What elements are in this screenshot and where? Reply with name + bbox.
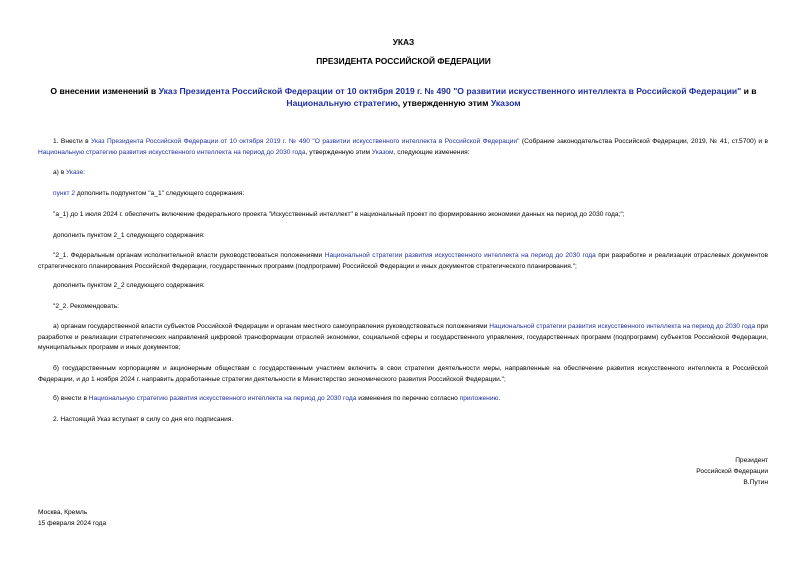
document-title (30, 85, 777, 109)
paragraph-4: "а_1) до 1 июля 2024 г. обеспечить включение федерального проекта "Искусственный интеллект" в национальный проект по формированию экономики данных на период до 2030 года;"; (53, 211, 625, 218)
paragraph-2 (53, 168, 85, 178)
signature-name: В.Путин (743, 479, 768, 486)
paragraph-8: "2_2. Рекомендовать: (53, 303, 120, 310)
p6-text-2: при разработке и реализации отраслевых документов стратегического планирования Российской Федерации, государственных программ (подпрограмм) Российской Федерации и иных документов стратегического планирования."; (38, 252, 768, 270)
p11-text-1: б) внести в (53, 395, 89, 402)
paragraph-9 (38, 322, 768, 354)
signature-country: Российской Федерации (696, 468, 768, 475)
p1-link-strategy[interactable]: Национальную стратегию развития искусственного интеллекта на период до 2030 года (38, 148, 306, 156)
doc-type-heading: УКАЗ (392, 37, 415, 47)
p1-text-2: (Собрание законодательства Российской Федерации, 2019, № 41, ст.5700) и в (519, 138, 768, 145)
paragraph-6 (38, 251, 768, 272)
p3-text-1: дополнить подпунктом "а_1" следующего содержания: (75, 190, 245, 197)
p3-link-item-2[interactable]: пункт 2 (53, 190, 75, 197)
signature-title: Президент (735, 457, 768, 464)
title-text-2: и в (741, 86, 757, 96)
p2-text-1: а) в (53, 169, 67, 176)
paragraph-3 (53, 189, 244, 199)
signing-date: 15 февраля 2024 года (38, 520, 107, 527)
p11-link-appendix[interactable]: приложению (459, 395, 499, 402)
title-text-1: О внесении изменений в (50, 86, 159, 96)
p6-text-1: "2_1. Федеральным органам исполнительной власти руководствоваться положениями (53, 252, 325, 259)
p9-text-2: при разработке и реализации стратегических направлений цифровой трансформации отраслей экономики, социальной сферы и государственного управления, государственных программ (подпрограмм) субъектов Российской Федерации, муниципальных программ и иных документов; (38, 323, 768, 351)
signing-place: Москва, Кремль (38, 509, 88, 516)
p9-link-strategy[interactable]: Национальной стратегии развития искусственного интеллекта на период до 2030 года (489, 323, 756, 330)
paragraph-10: б) государственным корпорациям и акционерным обществам с государственным участием включить в свои стратегии деятельности меры, направленные на обеспечение развития искусственного интеллекта в Российской Федерации, и до 1 ноября 2024 г. направить доработанные стратегии деятельности в Министерство экономического развития Российской Федерации."; (38, 365, 768, 383)
p6-link-strategy[interactable]: Национальной стратегии развития искусственного интеллекта на период до 2030 года (324, 252, 596, 259)
paragraph-12: 2. Настоящий Указ вступает в силу со дня его подписания. (53, 416, 234, 423)
p1-text-1: 1. Внести в (53, 138, 92, 145)
p1-link-decree[interactable]: Указ Президента Российской Федерации от 10 октября 2019 г. № 490 "О развитии искусственного интеллекта в Российской Федерации" (91, 138, 520, 145)
title-link-decree-short[interactable]: Указом (490, 98, 521, 108)
p2-link-decree[interactable]: Указе (66, 169, 84, 176)
issuer-heading: ПРЕЗИДЕНТА РОССИЙСКОЙ ФЕДЕРАЦИИ (316, 56, 491, 66)
paragraph-5: дополнить пунктом 2_1 следующего содержания: (53, 232, 205, 239)
title-link-decree[interactable]: Указ Президента Российской Федерации от 10 октября 2019 г. № 490 "О развитии искусственного интеллекта в Российской Федерации" (158, 86, 742, 96)
p9-text-1: а) органам государственной власти субъектов Российской Федерации и органам местного самоуправления руководствоваться положениями (53, 323, 490, 330)
paragraph-7: дополнить пунктом 2_2 следующего содержания: (53, 282, 205, 289)
p1-text-3: , утвержденную этим (305, 148, 372, 156)
paragraph-11 (53, 394, 500, 404)
p1-text-4: , следующие изменения: (393, 148, 470, 156)
p1-link-decree-short[interactable]: Указом (371, 148, 394, 156)
p11-text-2: изменения по перечню согласно (356, 395, 460, 402)
title-text-3: , утвержденную этим (397, 98, 491, 108)
p11-text-3: . (498, 395, 501, 402)
paragraph-1 (38, 137, 768, 158)
p11-link-strategy[interactable]: Национальную стратегию развития искусственного интеллекта на период до 2030 года (88, 395, 357, 402)
title-link-strategy[interactable]: Национальную стратегию (286, 98, 398, 108)
p2-text-2: : (83, 169, 86, 176)
